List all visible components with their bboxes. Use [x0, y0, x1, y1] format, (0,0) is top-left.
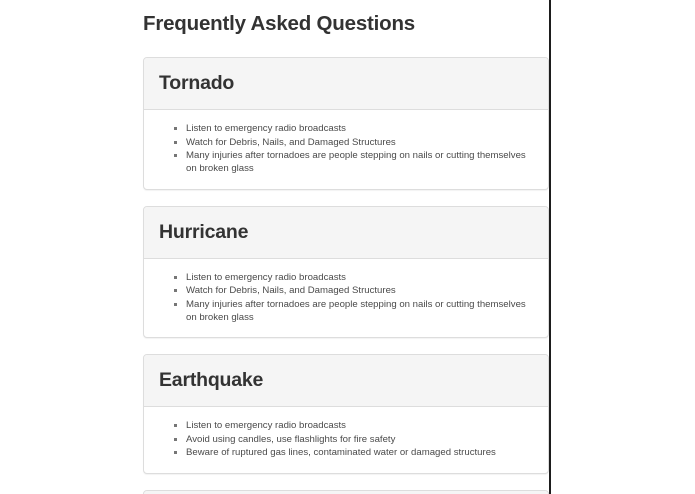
faq-panel [143, 206, 549, 339]
faq-tip-item: ▪ Many injuries after tornadoes are people stepping on nails or cutting themselves on broken glass [186, 149, 533, 175]
faq-page [143, 0, 549, 494]
faq-tip-item: ▪ Avoid using candles, use flashlights for fire safety [186, 433, 533, 446]
page-title: Frequently Asked Questions [143, 12, 415, 35]
faq-panel-title: Tornado [159, 72, 235, 94]
faq-panel [143, 354, 549, 474]
faq-panel [143, 57, 549, 190]
faq-tip-item: ▪ Many injuries after tornadoes are people stepping on nails or cutting themselves on broken glass [186, 298, 533, 324]
faq-tip-list [159, 419, 533, 459]
faq-panel-body [144, 407, 548, 473]
faq-tip-item: ▪ Listen to emergency radio broadcasts [186, 122, 533, 135]
faq-panel-title: Hurricane [159, 220, 249, 243]
faq-panel-header[interactable] [144, 207, 548, 259]
faq-tip-list [159, 122, 533, 175]
faq-tip-item: ▪ Watch for Debris, Nails, and Damaged Structures [186, 136, 533, 149]
faq-panel-body [144, 259, 548, 338]
faq-accordion [143, 57, 549, 494]
faq-panel-body [144, 110, 548, 189]
faq-tip-list [159, 271, 533, 324]
faq-panel-header[interactable] [144, 58, 548, 110]
faq-panel-header[interactable] [144, 491, 548, 494]
faq-tip-item: ▪ Beware of ruptured gas lines, contaminated water or damaged structures [186, 446, 533, 459]
viewport-right-edge [549, 0, 551, 494]
faq-panel-title: Earthquake [159, 369, 264, 391]
faq-panel [143, 490, 549, 494]
faq-panel-header[interactable] [144, 355, 548, 407]
faq-tip-item: ▪ Watch for Debris, Nails, and Damaged Structures [186, 284, 533, 297]
faq-tip-item: ▪ Listen to emergency radio broadcasts [186, 271, 533, 284]
faq-tip-item: ▪ Listen to emergency radio broadcasts [186, 419, 533, 432]
